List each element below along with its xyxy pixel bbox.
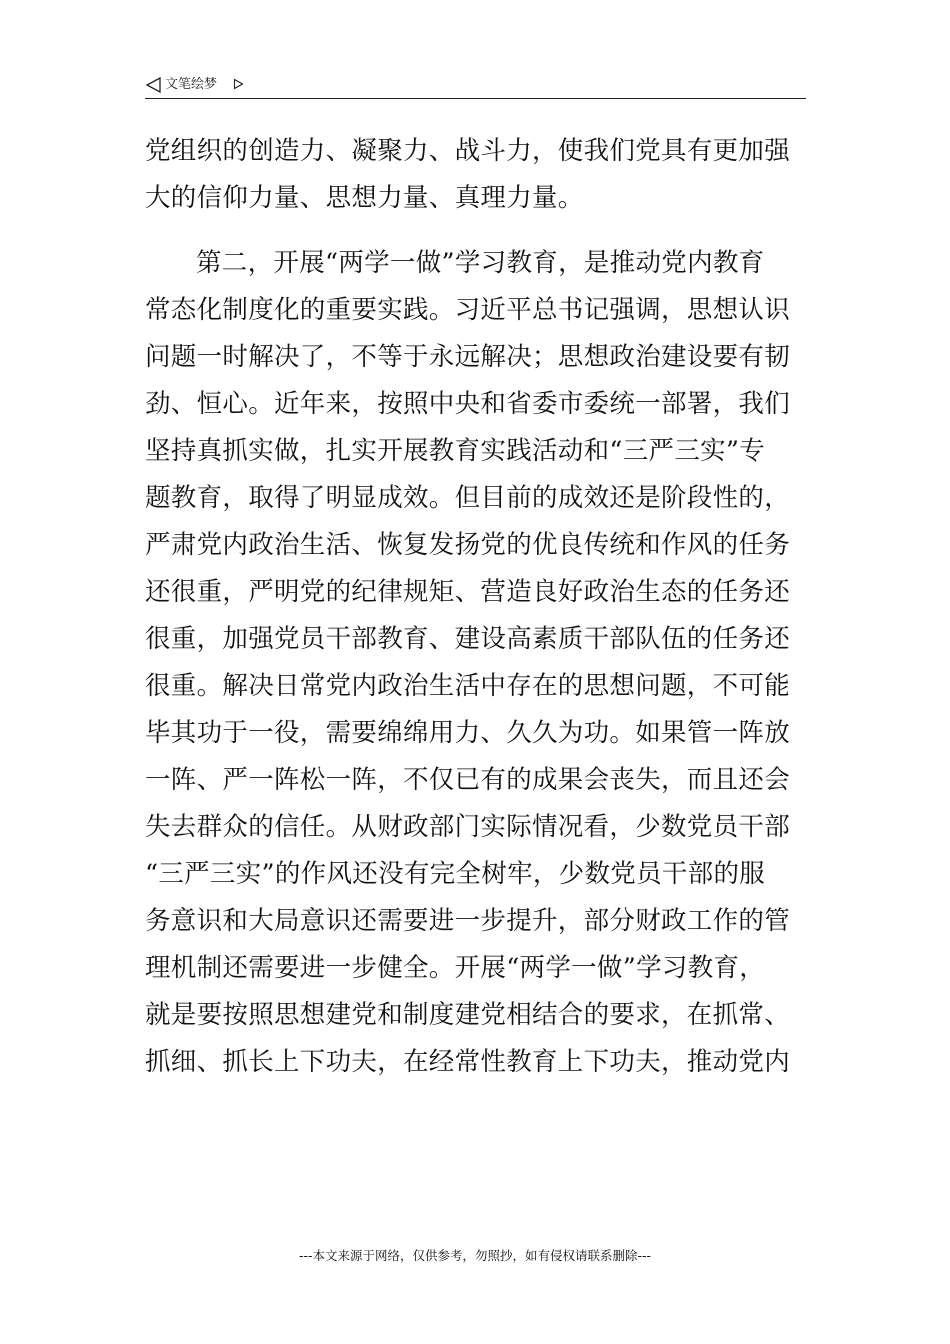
text-line: 严肃党内政治生活、恢复发扬党的优良传统和作风的任务 xyxy=(145,530,791,560)
text-line: 第二，开展“两学一做”学习教育，是推动党内教育 xyxy=(196,248,765,278)
paragraph xyxy=(145,128,809,222)
footer-disclaimer: ---本文来源于网络，仅供参考，勿照抄，如有侵权请联系删除--- xyxy=(298,1248,652,1263)
text-line: 还很重，严明党的纪律规矩、营造良好政治生态的任务还 xyxy=(145,577,791,607)
text-line: 抓细、抓长上下功夫，在经常性教育上下功夫，推动党内 xyxy=(145,1047,791,1077)
document-body xyxy=(145,128,809,1086)
triangle-left-outline-icon xyxy=(145,76,163,94)
text-line: 党组织的创造力、凝聚力、战斗力，使我们党具有更加强 xyxy=(145,136,791,166)
text-line: 一阵、严一阵松一阵，不仅已有的成果会丧失，而且还会 xyxy=(145,765,791,795)
text-line: 大的信仰力量、思想力量、真理力量。 xyxy=(145,183,584,213)
text-line: 很重，加强党员干部教育、建设高素质干部队伍的任务还 xyxy=(145,624,791,654)
text-line: 常态化制度化的重要实践。习近平总书记强调，思想认识 xyxy=(145,295,791,325)
text-line: 失去群众的信任。从财政部门实际情况看，少数党员干部 xyxy=(145,812,791,842)
text-line: 很重。解决日常党内政治生活中存在的思想问题，不可能 xyxy=(145,671,791,701)
text-line: 问题一时解决了，不等于永远解决；思想政治建设要有韧 xyxy=(145,342,791,372)
header-title: 文笔绘梦 xyxy=(165,77,218,92)
text-line: 题教育，取得了明显成效。但目前的成效还是阶段性的， xyxy=(145,483,791,513)
text-line: 劲、恒心。近年来，按照中央和省委市委统一部署，我们 xyxy=(145,389,791,419)
paragraph xyxy=(145,240,809,1086)
text-line: 务意识和大局意识还需要进一步提升，部分财政工作的管 xyxy=(145,906,791,936)
triangle-right-outline-icon xyxy=(233,78,244,90)
page-header xyxy=(145,74,806,99)
text-line: 毕其功于一役，需要绵绵用力、久久为功。如果管一阵放 xyxy=(145,718,791,748)
text-line: 坚持真抓实做，扎实开展教育实践活动和“三严三实”专 xyxy=(145,436,766,466)
text-line: 理机制还需要进一步健全。开展“两学一做”学习教育， xyxy=(145,953,766,983)
text-line: “三严三实”的作风还没有完全树牢，少数党员干部的服 xyxy=(145,859,766,889)
text-line: 就是要按照思想建党和制度建党相结合的要求，在抓常、 xyxy=(145,1000,791,1030)
